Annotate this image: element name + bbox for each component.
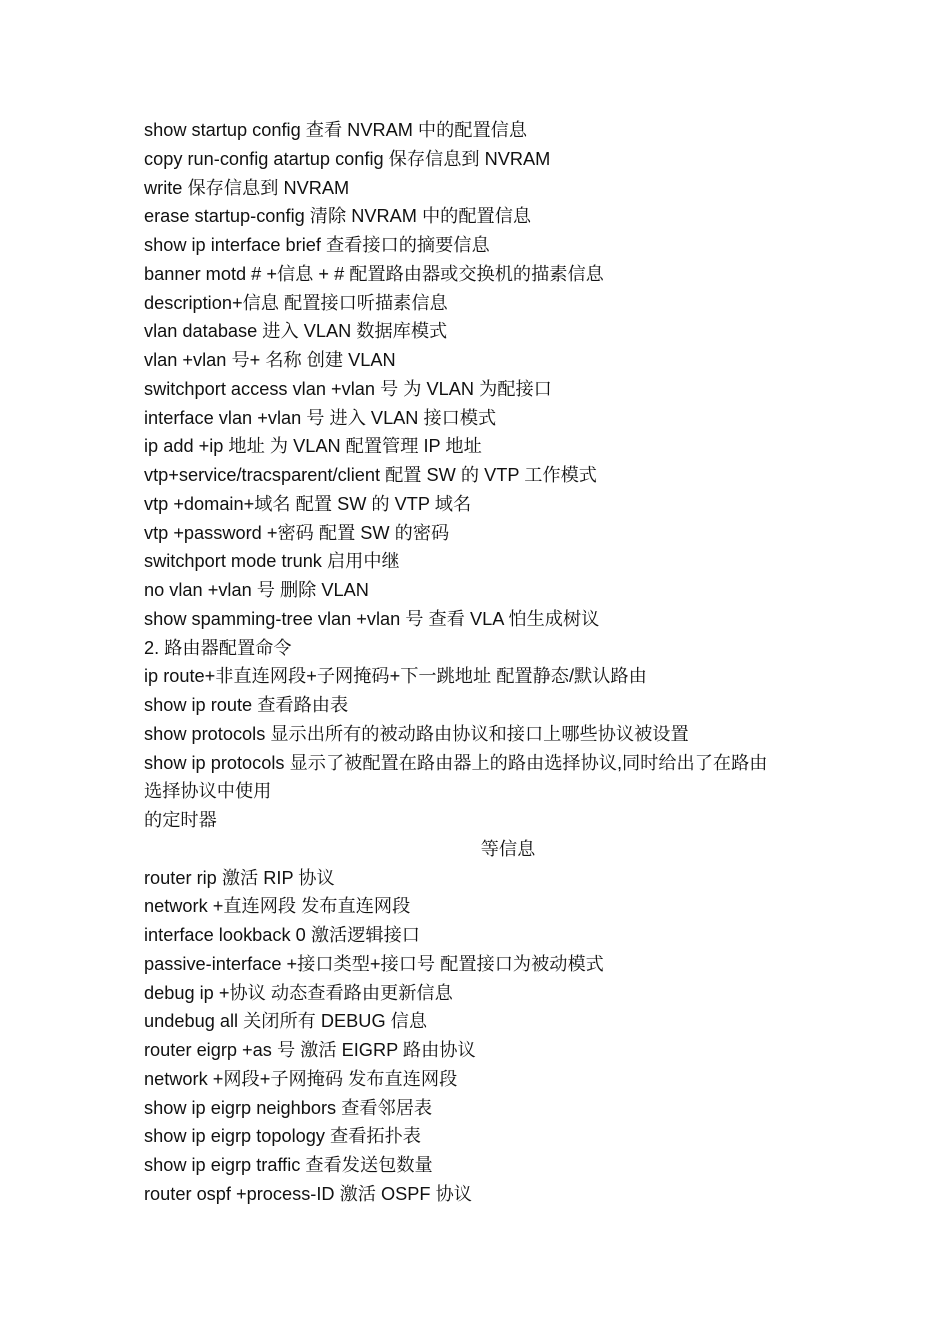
text-line: show protocols 显示出所有的被动路由协议和接口上哪些协议被设置 <box>144 723 689 744</box>
text-line: router ospf +process-ID 激活 OSPF 协议 <box>144 1183 472 1204</box>
document-body <box>144 116 824 1209</box>
text-line: passive-interface +接口类型+接口号 配置接口为被动模式 <box>144 953 604 974</box>
text-line: debug ip +协议 动态查看路由更新信息 <box>144 982 453 1003</box>
text-line: show ip protocols 显示了被配置在路由器上的路由选择协议,同时给出了在路由 <box>144 752 768 773</box>
text-line: show ip eigrp neighbors 查看邻居表 <box>144 1097 433 1118</box>
text-line: no vlan +vlan 号 删除 VLAN <box>144 580 369 600</box>
text-line: switchport access vlan +vlan 号 为 VLAN 为配接口 <box>144 378 552 399</box>
text-line: vtp+service/tracsparent/client 配置 SW 的 VTP 工作模式 <box>144 465 597 485</box>
text-line: network +网段+子网掩码 发布直连网段 <box>144 1068 458 1089</box>
text-line: switchport mode trunk 启用中继 <box>144 551 400 572</box>
text-line: show spamming-tree vlan +vlan 号 查看 VLA 怕生成树议 <box>144 608 600 629</box>
text-line: ip route+非直连网段+子网掩码+下一跳地址 配置静态/默认路由 <box>144 666 647 687</box>
text-line: vtp +domain+域名 配置 SW 的 VTP 域名 <box>144 493 472 514</box>
text-line: copy run-config atartup config 保存信息到 NVRAM <box>144 148 551 169</box>
text-line: interface lookback 0 激活逻辑接口 <box>144 925 420 945</box>
text-line: show ip eigrp traffic 查看发送包数量 <box>144 1155 433 1175</box>
text-line: undebug all 关闭所有 DEBUG 信息 <box>144 1011 428 1032</box>
text-line: ip add +ip 地址 为 VLAN 配置管理 IP 地址 <box>144 436 482 457</box>
text-line: erase startup-config 清除 NVRAM 中的配置信息 <box>144 206 532 227</box>
text-line: router rip 激活 RIP 协议 <box>144 867 335 888</box>
text-line: description+信息 配置接口听描素信息 <box>144 292 448 313</box>
text-line: show startup config 查看 NVRAM 中的配置信息 <box>144 120 528 140</box>
text-line: vlan +vlan 号+ 名称 创建 VLAN <box>144 350 396 370</box>
text-line: interface vlan +vlan 号 进入 VLAN 接口模式 <box>144 407 497 428</box>
text-line-centered: 等信息 <box>480 838 536 859</box>
text-line: vtp +password +密码 配置 SW 的密码 <box>144 522 450 543</box>
section-heading: 2. 路由器配置命令 <box>144 637 292 658</box>
text-line: show ip interface brief 查看接口的摘要信息 <box>144 235 490 255</box>
text-line: vlan database 进入 VLAN 数据库模式 <box>144 321 448 342</box>
text-line: write 保存信息到 NVRAM <box>144 177 350 198</box>
text-line: router eigrp +as 号 激活 EIGRP 路由协议 <box>144 1040 476 1060</box>
text-line: 的定时器 <box>144 810 217 830</box>
text-line: network +直连网段 发布直连网段 <box>144 896 411 917</box>
text-line: show ip route 查看路由表 <box>144 695 349 715</box>
text-line: show ip eigrp topology 查看拓扑表 <box>144 1126 421 1147</box>
text-line: banner motd # +信息 + # 配置路由器或交换机的描素信息 <box>144 263 604 284</box>
text-line: 选择协议中使用 <box>144 781 272 802</box>
